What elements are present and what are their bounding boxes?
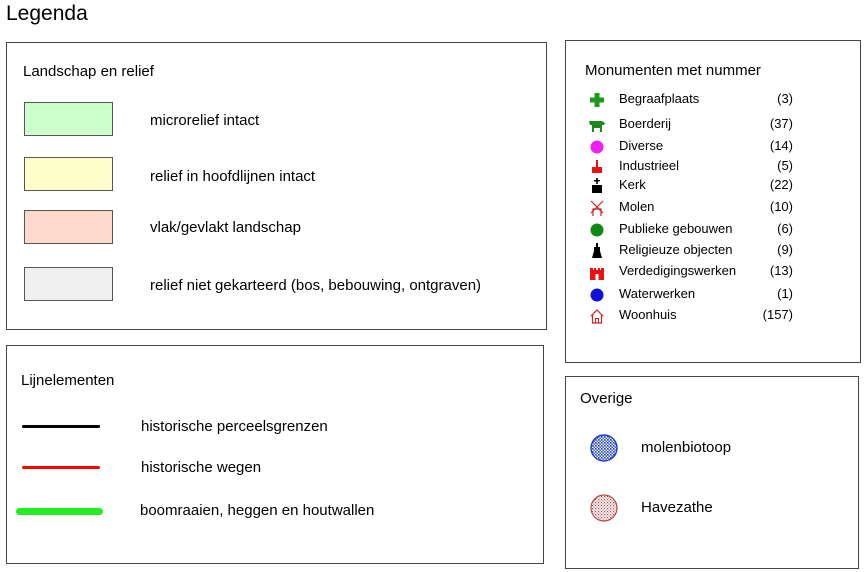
- church-icon: [588, 177, 606, 195]
- cross-icon: [588, 91, 606, 109]
- monument-row: [566, 262, 862, 282]
- swatch-microrelief: [24, 102, 113, 136]
- landscape-panel-title: Landschap en relief: [23, 63, 154, 80]
- monument-count: (1): [777, 286, 793, 301]
- monument-row: [566, 157, 862, 177]
- monument-label: Molen: [619, 199, 655, 214]
- monument-count: (22): [769, 177, 793, 192]
- windmill-icon: [588, 199, 606, 217]
- line-swatch-boomraaien: [16, 508, 103, 515]
- monument-label: Begraafplaats: [619, 91, 700, 106]
- landscape-panel: [6, 42, 547, 330]
- monument-count: (3): [777, 91, 793, 106]
- monument-count: (10): [769, 199, 793, 214]
- monument-row: [566, 241, 862, 261]
- swatch-relief-hoofdlijnen: [24, 157, 113, 191]
- monument-count: (157): [762, 307, 793, 322]
- line-elements-panel: [6, 345, 544, 564]
- monuments-panel-title: Monumenten met nummer: [585, 62, 761, 79]
- line-elements-panel-title: Lijnelementen: [21, 372, 115, 389]
- monument-count: (9): [777, 242, 793, 257]
- monument-row: [566, 285, 862, 305]
- house-icon: [588, 307, 606, 325]
- monuments-panel: [565, 40, 861, 363]
- monument-count: (5): [777, 158, 793, 173]
- other-panel: [565, 376, 859, 569]
- monument-count: (14): [769, 138, 793, 153]
- monument-label: Industrieel: [619, 158, 679, 173]
- landscape-label: microrelief intact: [150, 112, 260, 129]
- monument-label: Boerderij: [619, 116, 672, 131]
- factory-icon: [588, 158, 606, 176]
- circle-icon: [588, 138, 606, 156]
- monument-row: [566, 115, 862, 135]
- molenbiotoop-hatched-circle-icon: [589, 433, 619, 463]
- monument-label: Diverse: [619, 138, 664, 153]
- line-label: historische wegen: [141, 459, 262, 476]
- monument-label: Kerk: [619, 177, 646, 192]
- other-label: Havezathe: [641, 499, 713, 516]
- line-swatch-perceelsgrenzen: [22, 425, 100, 428]
- swatch-vlak: [24, 210, 113, 244]
- monument-label: Publieke gebouwen: [619, 221, 733, 236]
- havezathe-hatched-circle-icon: [589, 493, 619, 523]
- line-swatch-wegen: [22, 466, 100, 469]
- monument-label: Religieuze objecten: [619, 242, 733, 257]
- monument-row: [566, 306, 862, 326]
- other-panel-title: Overige: [580, 390, 633, 407]
- monument-label: Verdedigingswerken: [619, 263, 737, 278]
- monument-label: Woonhuis: [619, 307, 677, 322]
- landscape-label: relief niet gekarteerd (bos, bebouwing, ontgraven): [150, 277, 482, 294]
- monument-row: [566, 220, 862, 240]
- circle-icon: [588, 286, 606, 304]
- monument-row: [566, 176, 862, 196]
- monument-row: [566, 198, 862, 218]
- monument-count: (13): [769, 263, 793, 278]
- monument-row: [566, 137, 862, 157]
- line-label: historische perceelsgrenzen: [141, 418, 328, 435]
- circle-icon: [588, 221, 606, 239]
- castle-icon: [588, 263, 606, 281]
- other-label: molenbiotoop: [641, 439, 732, 456]
- swatch-niet-gekarteerd: [24, 267, 113, 301]
- monument-count: (37): [769, 116, 793, 131]
- legend-title: Legenda: [6, 2, 88, 25]
- religious-icon: [588, 242, 606, 260]
- monument-label: Waterwerken: [619, 286, 696, 301]
- monument-count: (6): [777, 221, 793, 236]
- line-label: boomraaien, heggen en houtwallen: [140, 502, 375, 519]
- cow-icon: [588, 116, 606, 134]
- landscape-label: relief in hoofdlijnen intact: [150, 168, 316, 185]
- landscape-label: vlak/gevlakt landschap: [150, 219, 301, 236]
- monument-row: [566, 90, 862, 110]
